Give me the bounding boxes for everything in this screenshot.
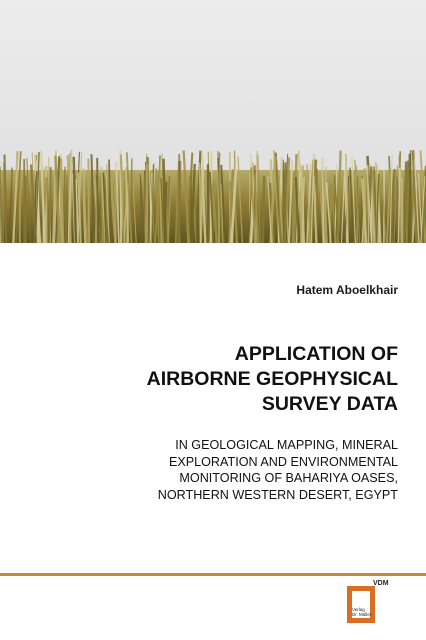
subtitle-line: IN GEOLOGICAL MAPPING, MINERAL	[175, 438, 398, 452]
grass-blade	[97, 158, 98, 243]
author-name: Hatem Aboelkhair	[296, 283, 398, 297]
grass-blade	[399, 168, 400, 243]
book-subtitle	[8, 437, 398, 503]
grass-blade	[146, 164, 147, 243]
grass-blade	[179, 161, 181, 243]
accent-divider	[0, 573, 426, 576]
grass-blade	[200, 163, 201, 243]
publisher-name: VDM	[373, 580, 389, 587]
grass-blade	[88, 159, 89, 243]
publisher-sub-line: Dr. Müller	[352, 612, 372, 617]
title-line: APPLICATION OF	[234, 343, 398, 365]
publisher-subtitle	[352, 607, 374, 617]
publisher-sub-line: Verlag	[352, 607, 365, 612]
book-title	[18, 342, 398, 417]
subtitle-line: MONITORING OF BAHARIYA OASES,	[179, 471, 398, 485]
logo-frame	[347, 586, 375, 623]
title-line: SURVEY DATA	[261, 393, 398, 415]
grass-icon	[0, 0, 426, 243]
cover-photo	[0, 0, 426, 243]
title-line: AIRBORNE GEOPHYSICAL	[146, 368, 398, 390]
subtitle-line: EXPLORATION AND ENVIRONMENTAL	[168, 454, 398, 469]
grass-blade	[293, 172, 295, 243]
grass-blade	[397, 177, 398, 243]
grass-blade	[263, 176, 265, 243]
vdm-logo-icon	[337, 580, 387, 630]
grass-blade	[12, 167, 13, 243]
subtitle-line: NORTHERN WESTERN DESERT, EGYPT	[157, 487, 398, 502]
grass-blade	[115, 184, 116, 243]
